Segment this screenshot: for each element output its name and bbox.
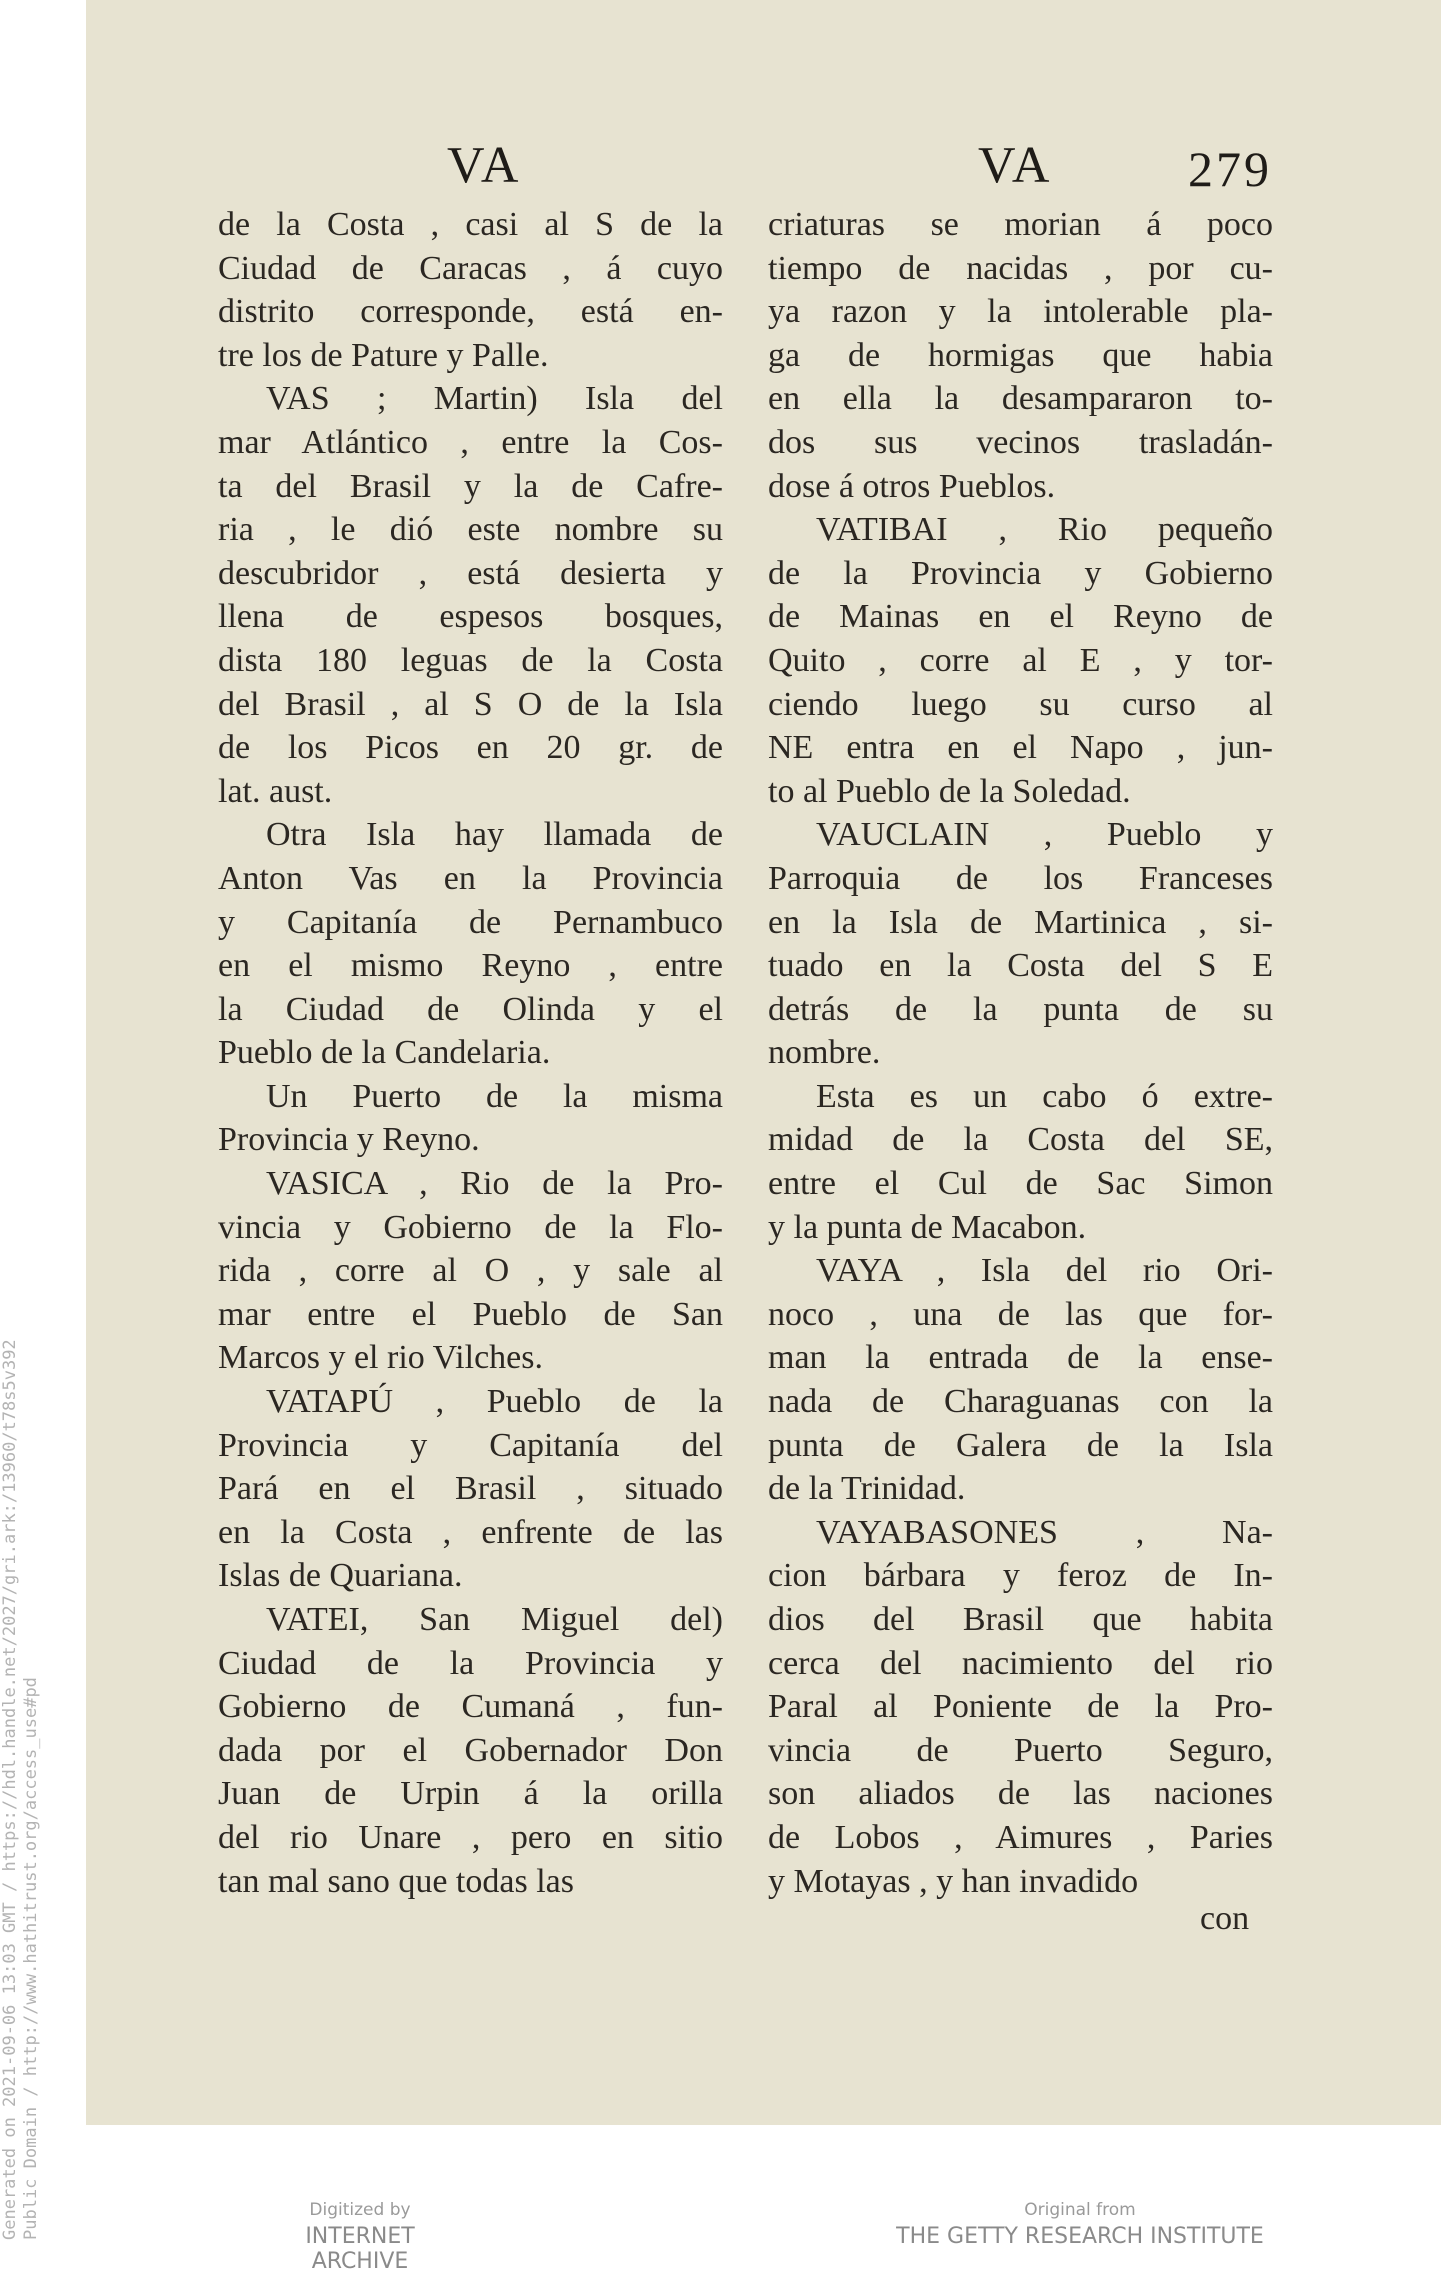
text-line: VAYABASONES , Na- <box>816 1513 1273 1551</box>
original-institution: THE GETTY RESEARCH INSTITUTE <box>896 2224 1264 2249</box>
text-line: nombre. <box>768 1034 881 1072</box>
text-line: entre el Cul de Sac Simon <box>768 1165 1273 1203</box>
text-line: Ciudad de Caracas , á cuyo <box>218 249 723 287</box>
text-line: noco , una de las que for- <box>768 1295 1273 1333</box>
text-line: de la Costa , casi al S de la <box>218 206 723 243</box>
text-line: to al Pueblo de la Soledad. <box>768 772 1131 810</box>
text-line: lat. aust. <box>218 772 333 810</box>
text-line: ta del Brasil y la de Cafre- <box>218 467 723 505</box>
text-line: nada de Charaguanas con la <box>768 1383 1273 1421</box>
text-line: dista 180 leguas de la Costa <box>218 641 723 679</box>
text-line: rida , corre al O , y sale al <box>218 1252 723 1290</box>
text-line: son aliados de las naciones <box>768 1775 1273 1813</box>
text-line: tuado en la Costa del S E <box>768 947 1273 985</box>
text-line: ciendo luego su curso al <box>768 685 1273 723</box>
paragraph <box>218 1162 723 1380</box>
text-line: man la entrada de la ense- <box>768 1339 1273 1377</box>
text-line: cion bárbara y feroz de In- <box>768 1557 1273 1595</box>
text-line: Provincia y Reyno. <box>218 1121 480 1159</box>
text-line: dos sus vecinos trasladán- <box>768 423 1273 461</box>
text-line: detrás de la punta de su <box>768 990 1273 1028</box>
text-line: VATEI, San Miguel del) <box>266 1601 723 1638</box>
text-line: NE entra en el Napo , jun- <box>768 729 1273 767</box>
paragraph <box>768 1249 1273 1511</box>
text-line: en el mismo Reyno , entre <box>218 947 723 985</box>
running-head-right: VA <box>978 137 1053 194</box>
text-line: Esta es un cabo ó extre- <box>816 1077 1273 1115</box>
text-line: vincia de Puerto Seguro, <box>768 1731 1273 1769</box>
text-line: vincia y Gobierno de la Flo- <box>218 1208 723 1246</box>
text-line: de la Provincia y Gobierno <box>768 554 1273 592</box>
text-line: tiempo de nacidas , por cu- <box>768 249 1273 287</box>
text-line: Juan de Urpin á la orilla <box>218 1775 723 1813</box>
left-column <box>218 203 723 1903</box>
paragraph <box>768 813 1273 1075</box>
text-line: Un Puerto de la misma <box>266 1077 723 1115</box>
text-line: en la Costa , enfrente de las <box>218 1513 723 1551</box>
digitized-credit <box>260 2200 460 2274</box>
text-line: ria , le dió este nombre su <box>218 511 723 549</box>
paragraph <box>218 203 723 377</box>
paragraph <box>218 1598 723 1903</box>
text-line: Parroquia de los Franceses <box>768 859 1273 897</box>
text-line: y Motayas , y han invadido <box>768 1862 1139 1900</box>
text-line: Otra Isla hay llamada de <box>266 816 723 854</box>
text-line: tan mal sano que todas las <box>218 1862 574 1900</box>
text-line: punta de Galera de la Isla <box>768 1426 1273 1464</box>
access-sidebar <box>0 1090 44 2240</box>
original-credit <box>880 2200 1280 2249</box>
text-line: Pueblo de la Candelaria. <box>218 1034 551 1072</box>
text-line: VATIBAI , Rio pequeño <box>816 511 1273 549</box>
text-line: dada por el Gobernador Don <box>218 1731 723 1769</box>
text-line: mar Atlántico , entre la Cos- <box>218 423 723 461</box>
text-line: en la Isla de Martinica , si- <box>768 903 1273 941</box>
paragraph <box>218 813 723 1075</box>
text-line: Anton Vas en la Provincia <box>218 859 723 897</box>
text-line: midad de la Costa del SE, <box>768 1121 1273 1159</box>
digitized-label: Digitized by <box>309 2200 411 2220</box>
original-label: Original from <box>1024 2200 1136 2220</box>
text-line: VAYA , Isla del rio Ori- <box>816 1252 1273 1290</box>
text-line: VAUCLAIN , Pueblo y <box>816 816 1273 854</box>
running-head-left: VA <box>447 137 522 194</box>
text-line: VATAPÚ , Pueblo de la <box>266 1383 723 1421</box>
text-line: cerca del nacimiento del rio <box>768 1644 1273 1682</box>
text-line: ga de hormigas que habia <box>768 336 1273 374</box>
text-line: VASICA , Rio de la Pro- <box>266 1165 723 1203</box>
generation-line: Generated on 2021-09-06 13:03 GMT / https://hdl.handle.net/2027/gri.ark:/13960/t78s5v392 <box>0 1339 20 2240</box>
text-line: la Ciudad de Olinda y el <box>218 990 723 1028</box>
text-line: de los Picos en 20 gr. de <box>218 729 723 767</box>
text-line: y Capitanía de Pernambuco <box>218 903 723 941</box>
text-line: descubridor , está desierta y <box>218 554 723 592</box>
text-line: Quito , corre al E , y tor- <box>768 641 1273 679</box>
right-column <box>768 203 1273 1903</box>
text-line: Provincia y Capitanía del <box>218 1426 723 1464</box>
text-line: de Mainas en el Reyno de <box>768 598 1273 636</box>
text-line: dose á otros Pueblos. <box>768 467 1056 505</box>
text-line: VAS ; Martin) Isla del <box>266 380 723 418</box>
text-line: ya razon y la intolerable pla- <box>768 293 1273 331</box>
text-line: distrito corresponde, está en- <box>218 293 723 331</box>
paragraph <box>768 1511 1273 1903</box>
paragraph <box>768 203 1273 508</box>
text-line: Pará en el Brasil , situado <box>218 1470 723 1508</box>
text-line: y la punta de Macabon. <box>768 1208 1087 1246</box>
paragraph <box>218 377 723 813</box>
text-line: tre los de Pature y Palle. <box>218 336 549 374</box>
rights-line: Public Domain / http://www.hathitrust.org/access_use#pd <box>21 1677 41 2240</box>
paragraph <box>768 508 1273 813</box>
text-line: de la Trinidad. <box>768 1470 966 1508</box>
text-line: dios del Brasil que habita <box>768 1601 1273 1638</box>
catchword: con <box>1200 1900 1250 1937</box>
text-line: Marcos y el rio Vilches. <box>218 1339 543 1377</box>
paragraph <box>218 1380 723 1598</box>
text-line: Ciudad de la Provincia y <box>218 1644 723 1682</box>
text-line: del Brasil , al S O de la Isla <box>218 685 723 723</box>
text-line: mar entre el Pueblo de San <box>218 1295 723 1333</box>
page-number: 279 <box>1188 141 1272 197</box>
text-line: llena de espesos bosques, <box>218 598 723 636</box>
paragraph <box>768 1075 1273 1249</box>
text-line: del rio Unare , pero en sitio <box>218 1818 723 1856</box>
text-line: Paral al Poniente de la Pro- <box>768 1688 1273 1726</box>
text-line: en ella la desampararon to- <box>768 380 1273 418</box>
text-line: de Lobos , Aimures , Paries <box>768 1818 1273 1856</box>
text-line: Islas de Quariana. <box>218 1557 463 1595</box>
paragraph <box>218 1075 723 1162</box>
text-line: Gobierno de Cumaná , fun- <box>218 1688 723 1726</box>
generation-notice <box>0 1339 42 2240</box>
text-line: criaturas se morian á poco <box>768 206 1273 243</box>
digitizer-name: INTERNET ARCHIVE <box>305 2224 415 2274</box>
